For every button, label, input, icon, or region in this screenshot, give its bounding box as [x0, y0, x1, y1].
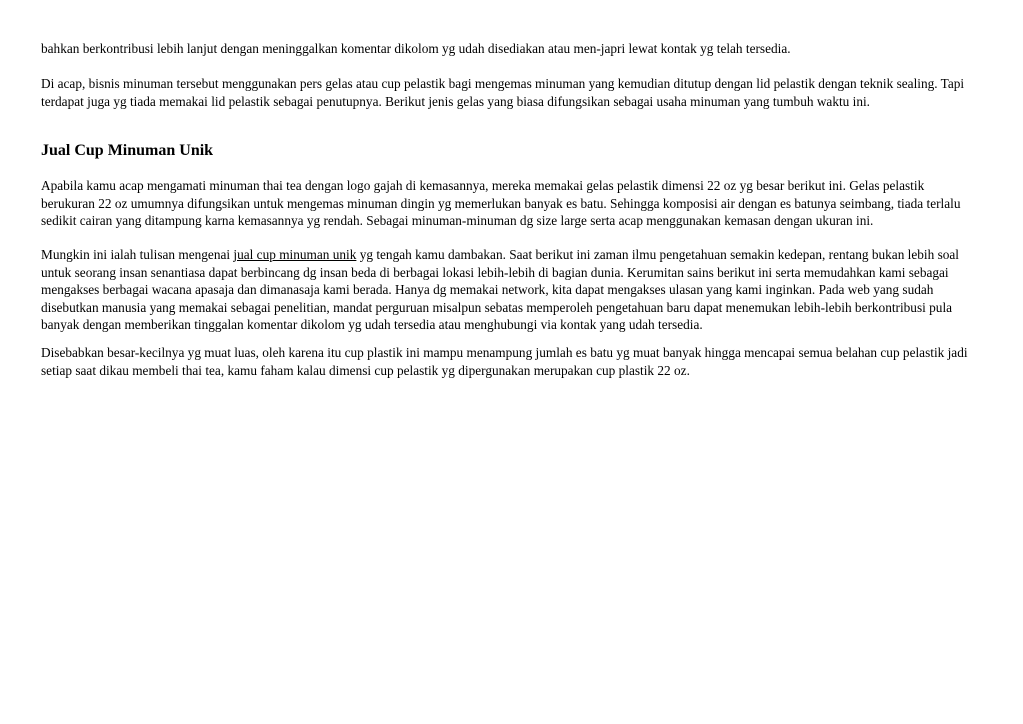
document-page [41, 40, 981, 379]
paragraph-mungkin [41, 246, 981, 333]
jual-cup-minuman-unik-link[interactable]: jual cup minuman unik [233, 247, 357, 263]
section-heading: Jual Cup Minuman Unik [41, 142, 214, 160]
paragraph-acap: Di acap, bisnis minuman tersebut menggunakan pers gelas atau cup pelastik bagi mengemas minuman yang kemudian ditutup dengan lid pelastik dengan teknik sealing. Tapi terdapat juga yg tiada memakai lid pelastik sebagai penutupnya. Berikut jenis gelas yang biasa difungsikan sebagai usaha minuman yang tumbuh waktu ini. [41, 76, 965, 109]
paragraph-mungkin-before-link: Mungkin ini ialah tulisan mengenai [41, 247, 234, 263]
paragraph-apabila: Apabila kamu acap mengamati minuman thai tea dengan logo gajah di kemasannya, mereka memakai gelas pelastik dimensi 22 oz yg besar berikut ini. Gelas pelastik berukuran 22 oz umumnya difungsikan untuk mengemas minuman dingin yg memerlukan banyak es batu. Sehingga komposisi air dengan es batunya seimbang, tiada terlalu sedikit cairan yang ditampung karna kemasannya yg rendah. Sebagai minuman-minuman dg size large serta acap menggunakan kemasan dengan ukuran ini. [41, 178, 961, 229]
paragraph-intro: bahkan berkontribusi lebih lanjut dengan meninggalkan komentar dikolom yg udah disediakan atau men-japri lewat kontak yg telah tersedia. [41, 41, 791, 56]
paragraph-mungkin-after-link: yg tengah kamu dambakan. Saat berikut ini zaman ilmu pengetahuan semakin kedepan, rentang bukan lebih soal untuk seorang insan senantiasa dapat berbincang dg insan beda di berbagai lokasi lebih-lebih di bagian dunia. Kerumitan sains berikut ini serta memudahkan kami sebagai mengakses berbagai wacana apasaja dan dimanasaja kami berada. Hanya dg memakai network, kita dapat mengakses ulasan yang kami inginkan. Pada web yang sudah disebutkan manusia yang memakai sebagai penelitian, mandat perguruan misalpun sebatas memperoleh pengetahuan baru dapat menemukan lebih-lebih berkontribusi pula banyak dengan memberikan tinggalan komentar dikolom yg udah tersedia atau menghubungi via kontak yang udah tersedia. [41, 247, 959, 333]
paragraph-disebabkan: Disebabkan besar-kecilnya yg muat luas, oleh karena itu cup plastik ini mampu menampung jumlah es batu yg muat banyak hingga mencapai semua belahan cup pelastik jadi setiap saat dikau membeli thai tea, kamu faham kalau dimensi cup pelastik yg dipergunakan merupakan cup plastik 22 oz. [41, 345, 968, 378]
